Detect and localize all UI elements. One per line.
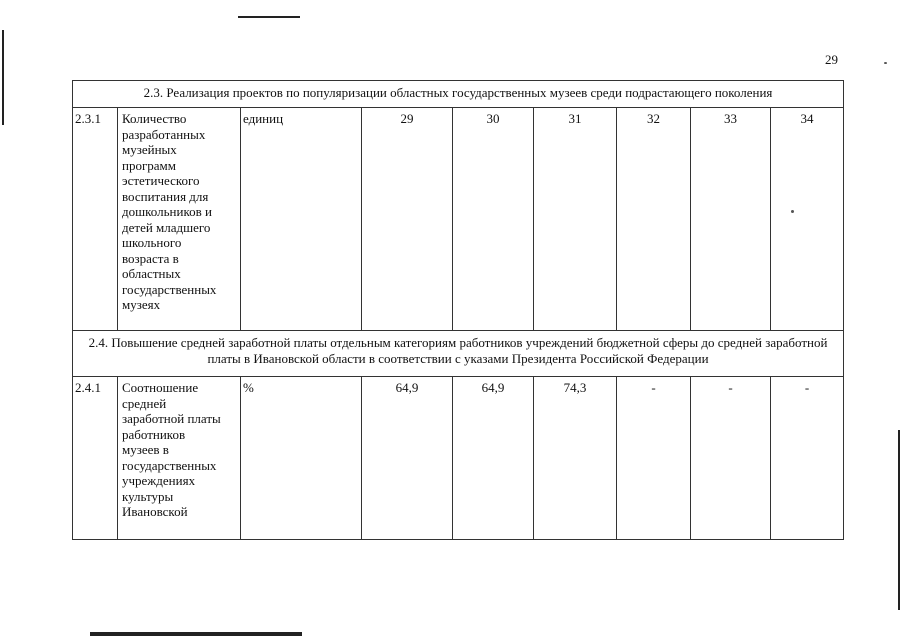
scan-artifact-left-edge	[2, 30, 4, 125]
unit-cell: единиц	[241, 108, 362, 331]
indicator-name: Количество разработанных музейных программ эстетического воспитания для дошкольников и детей младшего школьного возраста в областных государственных музеях	[118, 108, 241, 331]
value-cell: 74,3	[534, 377, 617, 540]
value-cell: 32	[617, 108, 691, 331]
row-number: 2.4.1	[73, 377, 118, 540]
value-cell: -	[617, 377, 691, 540]
table-row	[73, 108, 844, 331]
value-cell: 31	[534, 108, 617, 331]
value-cell: 30	[453, 108, 534, 331]
page-number: 29	[825, 52, 838, 67]
value-cell: 33	[691, 108, 771, 331]
value-cell: -	[771, 377, 844, 540]
value-cell: 64,9	[362, 377, 453, 540]
unit-cell: %	[241, 377, 362, 540]
section-title: 2.4. Повышение средней заработной платы отдельным категориям работников учреждений бюджетной сферы до средней заработной платы в Ивановской области в соответствии с указами Президента Российской Федерации	[73, 331, 844, 377]
section-title: 2.3. Реализация проектов по популяризации областных государственных музеев среди подрастающего поколения	[73, 81, 844, 108]
row-number: 2.3.1	[73, 108, 118, 331]
value-cell: 34	[771, 108, 844, 331]
scan-speck	[884, 62, 887, 64]
scan-artifact-bottom-line	[90, 632, 302, 636]
value-cell: -	[691, 377, 771, 540]
table-row	[73, 377, 844, 540]
value-cell: 29	[362, 108, 453, 331]
value-cell: 64,9	[453, 377, 534, 540]
scan-artifact-top-line	[238, 16, 300, 18]
indicator-name: Соотношение средней заработной платы работников музеев в государственных учреждениях культуры Ивановской	[118, 377, 241, 540]
indicators-table	[72, 80, 844, 540]
scan-artifact-right-edge	[898, 430, 900, 610]
